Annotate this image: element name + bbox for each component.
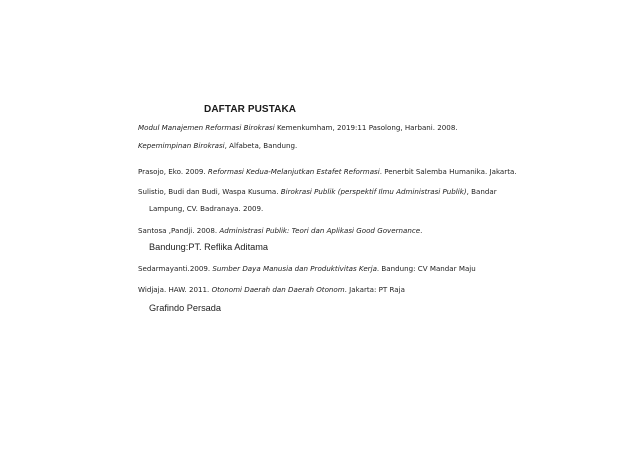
- reference-entry: Kepemimpinan Birokrasi, Alfabeta, Bandung.: [138, 141, 298, 150]
- reference-entry: Sedarmayanti.2009. Sumber Daya Manusia dan Produktivitas Kerja. Bandung: CV Mandar Maju: [138, 264, 476, 273]
- reference-entry: Sulistio, Budi dan Budi, Waspa Kusuma. Birokrasi Publik (perspektif Ilmu Administrasi Publik), Bandar: [138, 187, 497, 196]
- page-title: DAFTAR PUSTAKA: [204, 104, 297, 115]
- reference-entry: Modul Manajemen Reformasi Birokrasi Kemenkumham, 2019:11 Pasolong, Harbani. 2008.: [138, 123, 458, 132]
- reference-entry: Santosa ,Pandji. 2008. Administrasi Publik: Teori dan Aplikasi Good Governance.: [138, 226, 423, 235]
- reference-continuation: Bandung:PT. Reflika Aditama: [149, 242, 268, 252]
- reference-entry: Prasojo, Eko. 2009. Reformasi Kedua-Melanjutkan Estafet Reformasi. Penerbit Salemba Humanika. Jakarta.: [138, 167, 517, 176]
- reference-entry: Widjaja. HAW. 2011. Otonomi Daerah dan Daerah Otonom. Jakarta: PT Raja: [138, 285, 405, 294]
- reference-continuation: Grafindo Persada: [149, 303, 222, 313]
- reference-continuation: Lampung, CV. Badranaya. 2009.: [149, 204, 264, 213]
